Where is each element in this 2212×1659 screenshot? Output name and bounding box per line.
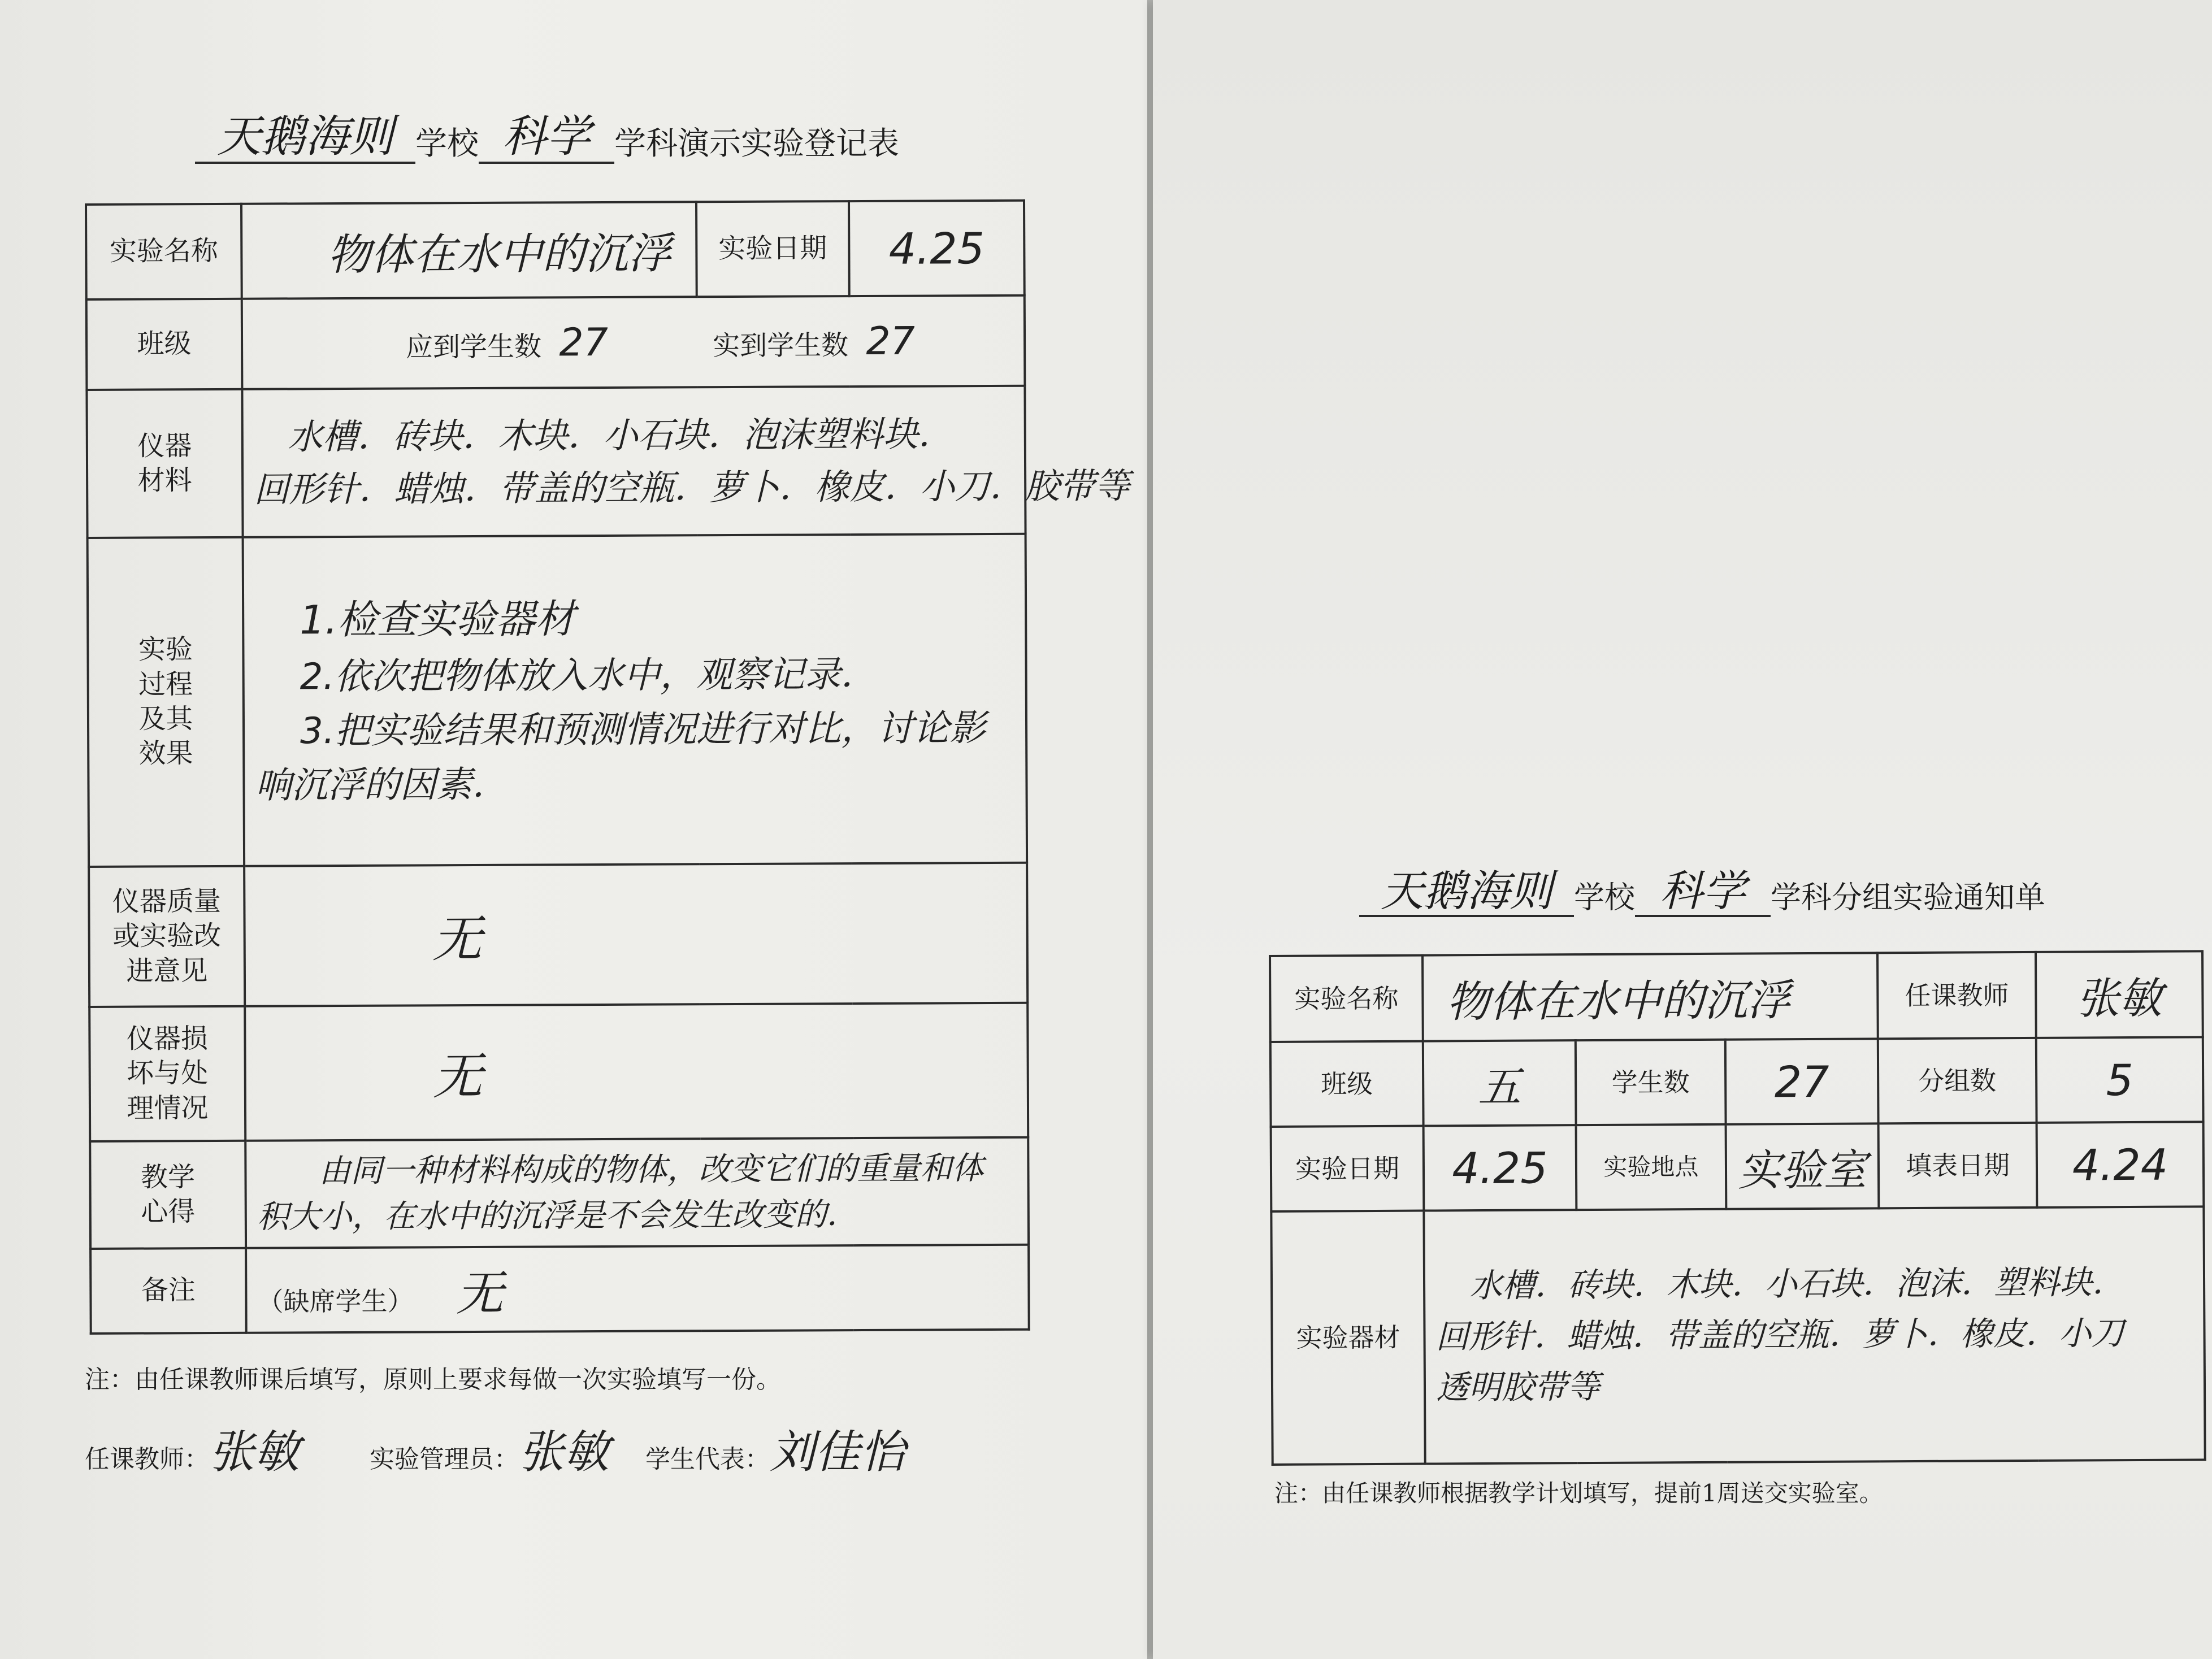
materials-line: 水槽．砖块．木块．小石块．泡沫塑料块． [287, 413, 953, 458]
r-equipment-value [1424, 1206, 2205, 1463]
quality-label: 仪器质量或实验改进意见 [89, 866, 245, 1007]
table-row [90, 1245, 1029, 1334]
student-label: 学生代表： [645, 1445, 770, 1474]
r-groups-label: 分组数 [1878, 1038, 2037, 1123]
left-subject: 科学 [479, 113, 614, 164]
teacher-signature: 张敏 [209, 1426, 300, 1478]
r-teacher-value: 张敏 [2036, 951, 2203, 1038]
right-form-title [1359, 867, 2045, 917]
table-row [88, 534, 1027, 867]
r-experiment-name-value: 物体在水中的沉浮 [1422, 953, 1878, 1041]
table-row [1270, 951, 2203, 1042]
r-class-value: 五 [1423, 1040, 1576, 1126]
r-students-label: 学生数 [1576, 1040, 1726, 1125]
reflection-value [245, 1137, 1029, 1248]
left-signature-line [85, 1415, 905, 1480]
student-signature: 刘佳怡 [770, 1426, 905, 1478]
right-school-name: 天鹅海则 [1359, 867, 1574, 917]
r-date-value: 4.25 [1424, 1125, 1577, 1210]
materials-line: 回形针．蜡烛．带盖的空瓶．萝卜．橡皮．小刀．胶带等 [254, 464, 1130, 510]
reflection-line: 积大小，在水中的沉浮是不会发生改变的． [257, 1196, 858, 1236]
damage-label: 仪器损坏与处理情况 [89, 1006, 245, 1141]
experiment-name-label: 实验名称 [86, 204, 242, 299]
table-row [1271, 1122, 2204, 1211]
table-row [86, 201, 1025, 299]
left-school-name: 天鹅海则 [195, 113, 415, 164]
r-fill-date-label: 填表日期 [1879, 1123, 2037, 1208]
equipment-line: 水槽．砖块．木块．小石块．泡沫．塑料块． [1469, 1263, 2126, 1305]
process-line: 2.依次把物体放入水中，观察记录． [300, 653, 877, 698]
date-label: 实验日期 [696, 201, 849, 297]
table-row [90, 1137, 1029, 1249]
left-form-title [195, 113, 899, 164]
materials-value [242, 386, 1130, 537]
left-form-note: 注：由任课教师课后填写，原则上要求每做一次实验填写一份。 [85, 1365, 781, 1394]
expected-value: 27 [559, 320, 609, 365]
r-groups-value: 5 [2036, 1037, 2204, 1123]
r-date-label: 实验日期 [1271, 1126, 1424, 1211]
equipment-line: 回形针．蜡烛．带盖的空瓶．萝卜．橡皮．小刀 [1435, 1314, 2124, 1356]
left-register-table [85, 199, 1130, 1335]
left-school-label: 学校 [415, 125, 479, 162]
quality-value: 无 [244, 863, 1027, 1006]
teacher-label: 任课教师： [85, 1445, 209, 1474]
equipment-line: 透明胶带等 [1435, 1367, 1601, 1407]
remarks-label: 备注 [90, 1248, 246, 1334]
r-location-label: 实验地点 [1576, 1124, 1727, 1210]
admin-label: 实验管理员： [370, 1445, 519, 1474]
r-class-label: 班级 [1270, 1041, 1424, 1127]
remarks-value [246, 1245, 1029, 1333]
admin-signature: 张敏 [519, 1426, 609, 1478]
table-row [89, 1003, 1028, 1141]
table-row [1271, 1206, 2205, 1465]
absent-value: 无 [456, 1265, 504, 1321]
reflection-line: 由同一种材料构成的物体，改变它们的重量和体 [319, 1149, 984, 1190]
experiment-name-value: 物体在水中的沉浮 [241, 202, 697, 299]
class-label: 班级 [86, 299, 242, 390]
reflection-label: 教学心得 [90, 1141, 246, 1249]
r-equipment-label: 实验器材 [1271, 1211, 1425, 1465]
table-row [1270, 1037, 2204, 1127]
r-students-value: 27 [1725, 1039, 1879, 1124]
attendance-cell [242, 296, 1025, 389]
process-line: 响沉浮的因素． [255, 763, 509, 807]
table-row [86, 386, 1025, 538]
process-line: 1.检查实验器材 [300, 595, 575, 643]
r-location-value: 实验室 [1726, 1123, 1879, 1209]
right-subject: 科学 [1635, 867, 1771, 917]
table-row [89, 863, 1027, 1007]
r-experiment-name-label: 实验名称 [1270, 956, 1423, 1042]
right-notice-table [1269, 950, 2206, 1466]
actual-value: 27 [866, 319, 916, 364]
expected-label: 应到学生数 [405, 330, 542, 363]
table-row [86, 296, 1025, 390]
process-label: 实验过程及其效果 [88, 537, 245, 867]
left-title-suffix: 学科演示实验登记表 [614, 125, 899, 162]
right-form-note: 注：由任课教师根据教学计划填写，提前1周送交实验室。 [1274, 1479, 1883, 1507]
date-value: 4.25 [849, 201, 1025, 296]
damage-value: 无 [245, 1003, 1028, 1141]
right-school-label: 学校 [1574, 879, 1635, 915]
r-teacher-label: 任课教师 [1877, 952, 2036, 1039]
process-line: 3.把实验结果和预测情况进行对比，讨论影 [300, 707, 986, 752]
materials-label: 仪器材料 [86, 389, 242, 538]
right-title-suffix: 学科分组实验通知单 [1771, 879, 2045, 915]
process-value [243, 534, 1027, 866]
actual-label: 实到学生数 [713, 329, 849, 362]
r-fill-date-value: 4.24 [2037, 1122, 2204, 1208]
absent-label: （缺席学生） [257, 1285, 414, 1317]
